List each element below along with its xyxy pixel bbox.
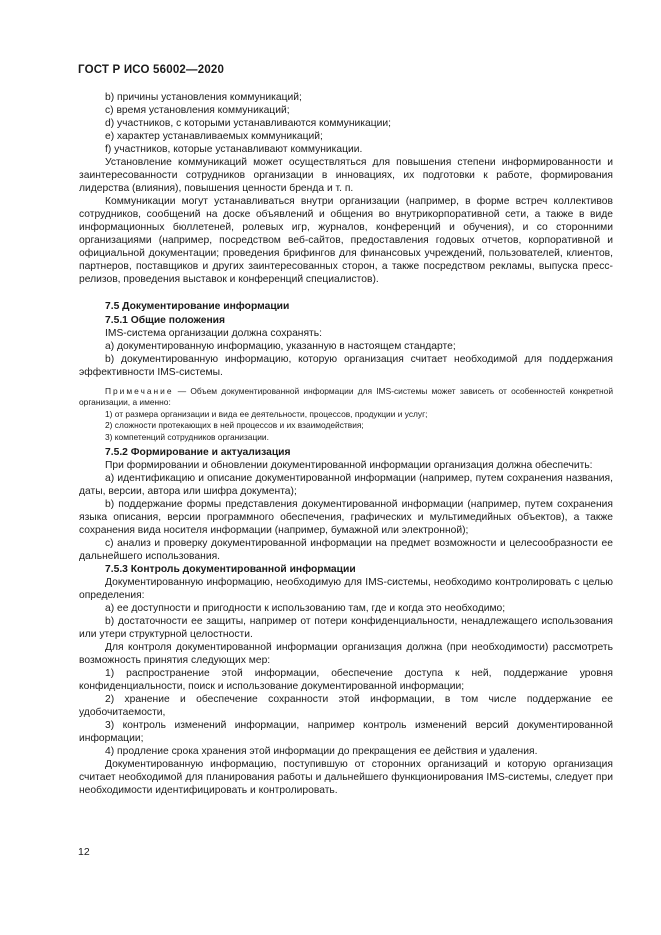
- list-item: a) документированную информацию, указанную в настоящем стандарте;: [105, 341, 456, 352]
- note: [79, 386, 613, 409]
- section-heading-7-5-3: 7.5.3 Контроль документированной информации: [105, 564, 356, 576]
- list-item: a) ее доступности и пригодности к использованию там, где и когда это необходимо;: [105, 603, 506, 615]
- page-content: [79, 91, 613, 797]
- section-heading-7-5: 7.5 Документирование информации: [105, 301, 290, 312]
- paragraph: Документированную информацию, поступившую от сторонних организаций и которую организация считает необходимой для планирования работы и дальнейшего функционирования IMS-системы, следует при необходимости идентифицировать и контролировать.: [79, 759, 613, 797]
- list-item: b) документированную информацию, которую организация считает необходимой для поддержания эффективности IMS-системы.: [79, 354, 613, 378]
- list-item: 3) контроль изменений информации, например контроль изменений версий документированной информации;: [79, 720, 613, 745]
- paragraph: Коммуникации могут устанавливаться внутри организации (например, в форме встреч коллективов сотрудников, сообщений на доске объявлений и общения во внутрикорпоративной сети, а также в виде информационных бюллетеней, ролевых игр, журналов, конференций и обучения), и со сторонними организациями (например, посредством веб-сайтов, предоставления годовых отчетов, корпоративной и официальной документации; проведения брифингов для финансовых учреждений, пользователей, клиентов, партнеров, поставщиков и других заинтересованных сторон, а также посредством рекламы, выпуска пресс-релизов, проведения выставок и конференций специалистов).: [79, 196, 613, 285]
- section-heading-7-5-1: 7.5.1 Общие положения: [105, 315, 225, 326]
- paragraph: При формировании и обновлении документированной информации организация должна обеспечить:: [105, 460, 593, 472]
- list-item: b) поддержание формы представления документированной информации (например, путем сохранения языка описания, версии программного обеспечения, графических и мультимедийных объектов), а также сохранения вида носителя информации (например, бумажной или электронной);: [79, 499, 613, 537]
- list-item: 1) распространение этой информации, обеспечение доступа к ней, поддержание уровня конфиденциальности, поиск и использование документированной информации;: [79, 668, 613, 693]
- paragraph: Установление коммуникаций может осуществляться для повышения степени информированности и заинтересованности сотрудников организации в инновациях, их подготовки к работе, формирования лидерства (влияния), повышения ценности бренда и т. п.: [79, 157, 613, 194]
- list-item: 2) хранение и обеспечение сохранности этой информации, в том числе поддержание ее удобочитаемости,: [79, 694, 613, 719]
- list-item: b) причины установления коммуникаций;: [105, 92, 302, 103]
- note-text: — Объем документированной информации для IMS-системы может зависеть от особенностей конкретной организации, а именно:: [79, 386, 613, 408]
- list-item: c) время установления коммуникаций;: [105, 105, 290, 116]
- list-item: b) достаточности ее защиты, например от потери конфиденциальности, ненадлежащего использования или утери структурной целостности.: [79, 616, 613, 641]
- document-header: ГОСТ Р ИСО 56002—2020: [78, 64, 225, 76]
- note-item: 3) компетенций сотрудников организации.: [105, 431, 269, 442]
- list-item: c) анализ и проверку документированной информации на предмет возможности и целесообразности ее дальнейшего использования.: [79, 538, 613, 563]
- list-item: a) идентификацию и описание документированной информации (например, путем сохранения названия, даты, версии, автора или шифра документа);: [79, 473, 613, 498]
- section-heading-7-5-2: 7.5.2 Формирование и актуализация: [105, 447, 291, 459]
- note-label: Примечание: [105, 386, 174, 396]
- paragraph: Для контроля документированной информации организация должна (при необходимости) рассмотреть возможность принятия следующих мер:: [79, 642, 613, 667]
- paragraph: Документированную информацию, необходимую для IMS-системы, необходимо контролировать с целью определения:: [79, 577, 613, 602]
- list-item: 4) продление срока хранения этой информации до прекращения ее действия и удаления.: [105, 746, 538, 758]
- list-item: e) характер устанавливаемых коммуникаций;: [105, 131, 323, 142]
- list-item: f) участников, которые устанавливают коммуникации.: [105, 144, 363, 155]
- page-number: 12: [78, 846, 90, 858]
- note-item: 2) сложности протекающих в ней процессов и их взаимодействия;: [105, 420, 364, 431]
- note-item: 1) от размера организации и вида ее деятельности, процессов, продукции и услуг;: [105, 408, 428, 419]
- paragraph: IMS-система организации должна сохранять:: [105, 328, 322, 339]
- list-item: d) участников, с которыми устанавливаются коммуникации;: [105, 118, 391, 129]
